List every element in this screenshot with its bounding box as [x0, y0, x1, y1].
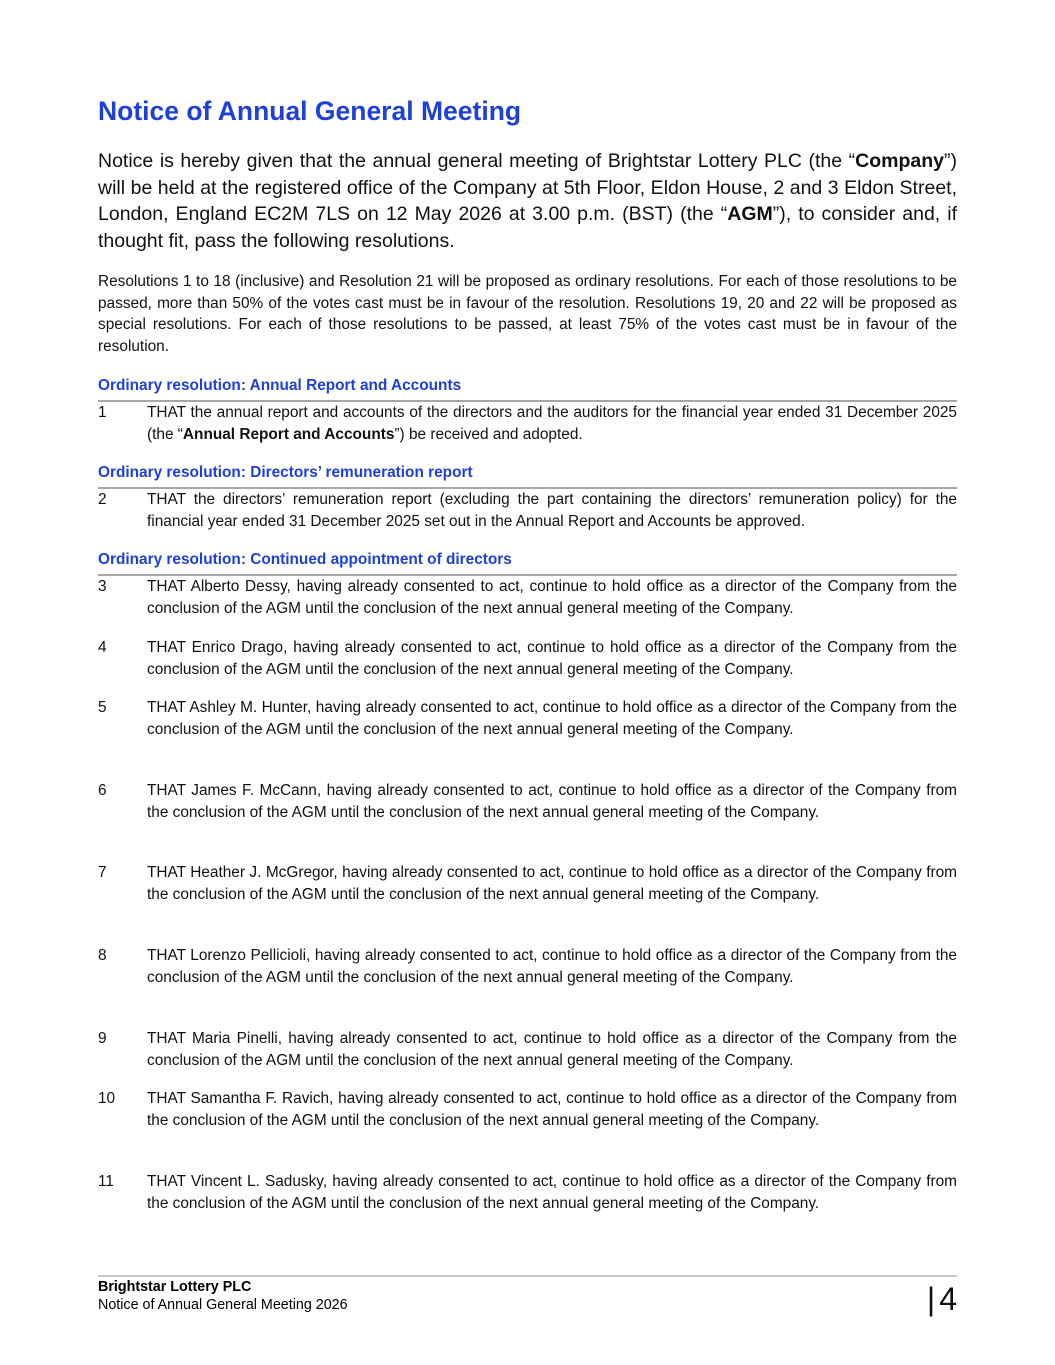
section-heading-remuneration: Ordinary resolution: Directors’ remuneration report	[98, 463, 957, 489]
resolution-text: THAT Alberto Dessy, having already consented to act, continue to hold office as a director of the Company from the conclusion of the AGM until the conclusion of the next annual general meeting of the Company.	[147, 578, 957, 617]
resolution-6	[98, 780, 957, 824]
resolution-number: 1	[98, 404, 107, 421]
resolution-number: 7	[98, 864, 107, 881]
resolution-number: 11	[98, 1173, 114, 1190]
resolution-9	[98, 1028, 957, 1072]
resolution-text: THAT Heather J. McGregor, having already consented to act, continue to hold office as a director of the Company from the conclusion of the AGM until the conclusion of the next annual general meeting of the Company.	[147, 864, 957, 903]
resolution-text-post: ”) be received and adopted.	[394, 426, 583, 443]
page-number-value: 4	[939, 1281, 957, 1317]
resolution-number: 4	[98, 639, 107, 656]
resolution-text: THAT Maria Pinelli, having already consented to act, continue to hold office as a director of the Company from the conclusion of the AGM until the conclusion of the next annual general meeting of the Company.	[147, 1030, 957, 1069]
resolution-text: THAT James F. McCann, having already consented to act, continue to hold office as a director of the Company from the conclusion of the AGM until the conclusion of the next annual general meeting of the Company.	[147, 782, 957, 821]
resolution-number: 8	[98, 947, 107, 964]
company-defined-term: Company	[855, 150, 944, 172]
resolution-text: THAT Samantha F. Ravich, having already consented to act, continue to hold office as a director of the Company from the conclusion of the AGM until the conclusion of the next annual general meeting of the Company.	[147, 1090, 957, 1129]
voting-note: Resolutions 1 to 18 (inclusive) and Resolution 21 will be proposed as ordinary resolutions. For each of those resolutions to be passed, more than 50% of the votes cast must be in favour of the resolution. Resolutions 19, 20 and 22 will be proposed as special resolutions. For each of those resolutions to be passed, at least 75% of the votes cast must be in favour of the resolution.	[98, 273, 957, 356]
resolution-2	[98, 489, 957, 533]
annual-report-defined-term: Annual Report and Accounts	[182, 426, 395, 443]
resolution-number: 5	[98, 699, 107, 716]
resolution-text-pre: THAT the annual report and accounts of the directors and the auditors for the financial year ended 31 December 2025 (the “	[147, 404, 957, 443]
intro-paragraph	[98, 148, 957, 255]
resolution-7	[98, 862, 957, 906]
resolution-8	[98, 945, 957, 989]
footer-company-name: Brightstar Lottery PLC	[98, 1279, 252, 1295]
resolution-number: 2	[98, 491, 107, 508]
resolution-text: THAT the directors’ remuneration report (excluding the part containing the directors’ remuneration policy) for the financial year ended 31 December 2025 set out in the Annual Report and Accounts be approved.	[147, 491, 957, 530]
resolution-10	[98, 1088, 957, 1132]
intro-part-2: ”) will be held at the registered office of the Company at 5th Floor, Eldon House, 2 and 3 Eldon Street, London, England EC2M 7LS on 12 May 2026 at 3.00 p.m. (BST) (the “	[98, 150, 957, 226]
page-number-separator: |	[926, 1281, 936, 1317]
section-heading-directors: Ordinary resolution: Continued appointment of directors	[98, 550, 957, 576]
resolution-number: 10	[98, 1090, 116, 1107]
resolution-number: 6	[98, 782, 107, 799]
resolution-text: THAT Ashley M. Hunter, having already consented to act, continue to hold office as a director of the Company from the conclusion of the AGM until the conclusion of the next annual general meeting of the Company.	[147, 699, 957, 738]
resolution-text: THAT Lorenzo Pellicioli, having already consented to act, continue to hold office as a director of the Company from the conclusion of the AGM until the conclusion of the next annual general meeting of the Company.	[147, 947, 957, 986]
resolution-number: 3	[98, 578, 107, 595]
intro-part-1: Notice is hereby given that the annual general meeting of Brightstar Lottery PLC (the “	[98, 150, 856, 172]
footer-divider	[98, 1275, 957, 1277]
resolution-text: THAT Enrico Drago, having already consented to act, continue to hold office as a director of the Company from the conclusion of the AGM until the conclusion of the next annual general meeting of the Company.	[147, 639, 957, 678]
resolution-number: 9	[98, 1030, 107, 1047]
intro-part-3: ”), to consider and, if thought fit, pass the following resolutions.	[98, 203, 958, 253]
resolution-3	[98, 576, 957, 620]
resolution-5	[98, 697, 957, 741]
resolution-text: THAT Vincent L. Sadusky, having already consented to act, continue to hold office as a director of the Company from the conclusion of the AGM until the conclusion of the next annual general meeting of the Company.	[147, 1173, 957, 1212]
resolution-1	[98, 402, 957, 446]
resolution-text	[147, 402, 957, 446]
footer-document-title: Notice of Annual General Meeting 2026	[98, 1297, 348, 1313]
page-title: Notice of Annual General Meeting	[98, 96, 522, 126]
resolution-4	[98, 637, 957, 681]
resolution-11	[98, 1171, 957, 1215]
section-heading-accounts: Ordinary resolution: Annual Report and Accounts	[98, 376, 957, 402]
page-number	[927, 1279, 957, 1319]
agm-defined-term: AGM	[727, 203, 773, 226]
